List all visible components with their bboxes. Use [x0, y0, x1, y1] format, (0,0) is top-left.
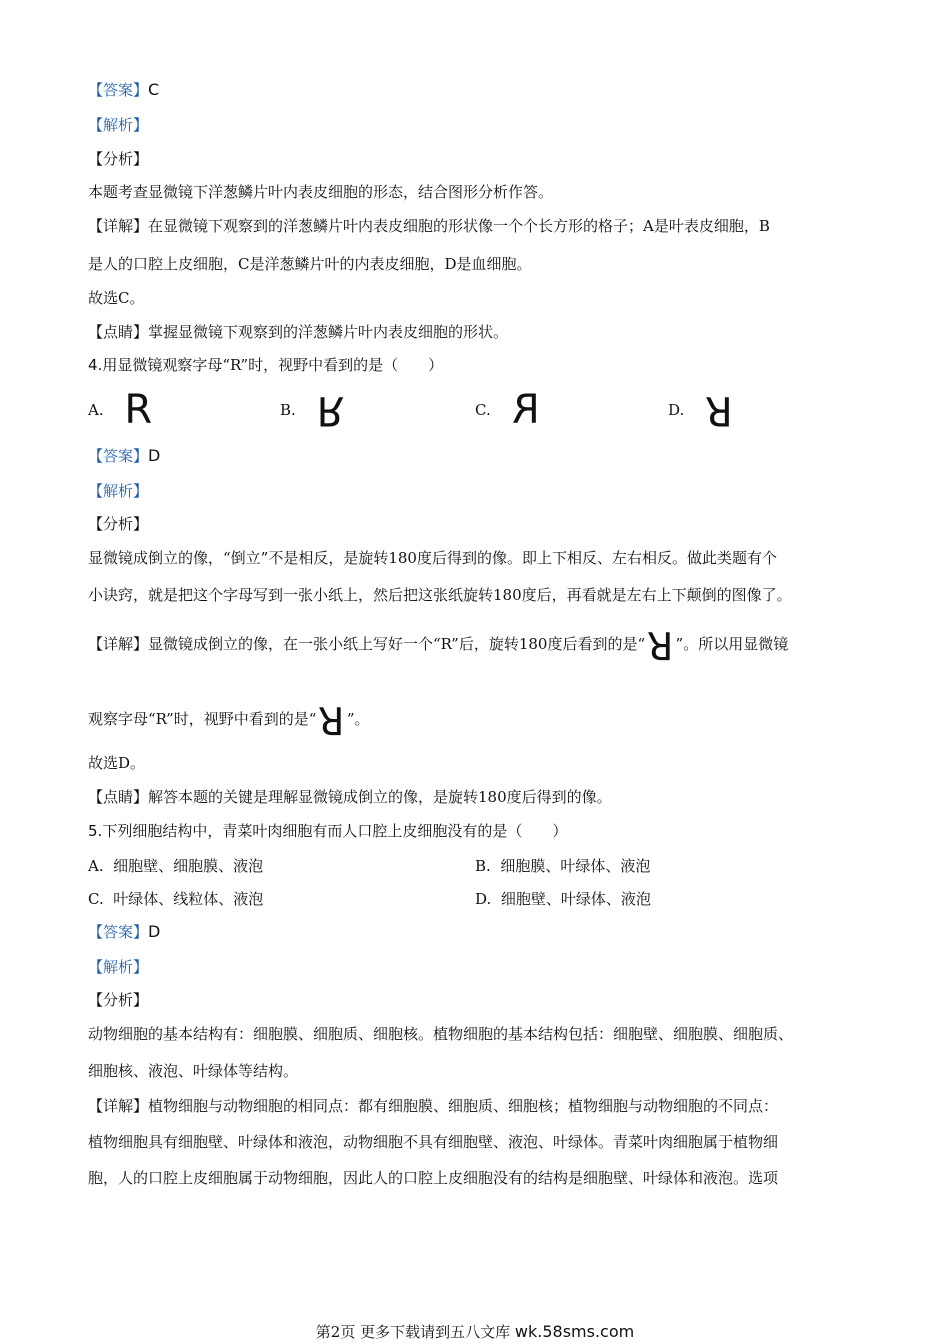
q3-analysis-tag — [88, 115, 148, 135]
detail-text: 在显微镜下观察到的洋葱鳞片叶内表皮细胞的形状像一个个长方形的格子；A是叶表皮细胞，B — [148, 217, 770, 235]
detail-tag: 【详解】 — [88, 1097, 149, 1115]
detail-text-a: 观察字母“R”时，视野中看到的是“ — [88, 710, 317, 728]
q5-stem-line — [88, 821, 567, 841]
letter-r-rotated-180: R — [318, 698, 345, 742]
q4-answer-line — [88, 446, 160, 466]
option-label: D. — [668, 401, 685, 419]
option-text: 细胞壁、细胞膜、液泡 — [113, 857, 264, 875]
q5-option-b — [475, 856, 650, 876]
question-stem: 用显微镜观察字母“R”时，视野中看到的是（ ） — [102, 356, 444, 374]
q5-analysis-tag — [88, 957, 148, 977]
option-label: B. — [475, 857, 491, 875]
answer-tag: 【答案】 — [88, 447, 149, 465]
answer-tag: 【答案】 — [88, 81, 149, 99]
option-label: C. — [475, 401, 491, 419]
q4-option-a — [88, 387, 153, 433]
q4-stem-line — [88, 355, 443, 375]
q3-fenxi-text: 本题考查显微镜下洋葱鳞片叶内表皮细胞的形态，结合图形分析作答。 — [88, 183, 554, 201]
question-number: 5. — [88, 822, 103, 840]
q4-fenxi-tag: 【分析】 — [88, 515, 149, 533]
letter-r-upright: R — [124, 387, 153, 433]
option-label: A. — [88, 401, 104, 419]
q3-answer-line — [88, 80, 159, 100]
q5-option-a — [88, 856, 263, 876]
detail-text-b: ”。所以用显微镜 — [675, 635, 789, 653]
q5-detail-line1 — [88, 1096, 778, 1116]
option-label: C. — [88, 890, 104, 908]
q5-option-d — [475, 889, 651, 909]
detail-text-b: ”。 — [346, 710, 370, 728]
q4-fenxi-line2: 小诀窍，就是把这个字母写到一张小纸上，然后把这张纸旋转180度后，再看就是左右上下颠倒的图像了。 — [88, 586, 792, 604]
analysis-tag: 【解析】 — [88, 116, 149, 134]
q4-option-d — [668, 387, 733, 433]
question-number: 4. — [88, 356, 103, 374]
q5-answer-line — [88, 922, 160, 942]
q4-option-c — [475, 387, 540, 433]
option-label: B. — [280, 401, 296, 419]
q4-option-b — [280, 387, 345, 433]
detail-text-a: 显微镜成倒立的像，在一张小纸上写好一个“R”后，旋转180度后看到的是“ — [148, 635, 646, 653]
option-label: A. — [88, 857, 104, 875]
q5-fenxi-line1: 动物细胞的基本结构有：细胞膜、细胞质、细胞核。植物细胞的基本结构包括：细胞壁、细胞膜、细胞质、 — [88, 1025, 794, 1043]
q4-detail-line1 — [88, 623, 789, 667]
letter-r-rotated-180: R — [647, 623, 674, 667]
detail-tag: 【详解】 — [88, 635, 149, 653]
page-footer — [0, 1322, 950, 1342]
option-text: 细胞壁、叶绿体、液泡 — [500, 890, 651, 908]
q4-fenxi-line1: 显微镜成倒立的像，“倒立”不是相反，是旋转180度后得到的像。即上下相反、左右相反。做此类题有个 — [88, 549, 777, 567]
analysis-tag: 【解析】 — [88, 958, 149, 976]
letter-r-rotated-180: R — [705, 387, 733, 433]
detail-text: 植物细胞与动物细胞的相同点：都有细胞膜、细胞质、细胞核；植物细胞与动物细胞的不同点： — [148, 1097, 779, 1115]
q5-fenxi-line2: 细胞核、液泡、叶绿体等结构。 — [88, 1062, 299, 1080]
q5-option-c — [88, 889, 263, 909]
question-stem: 下列细胞结构中，青菜叶肉细胞有而人口腔上皮细胞没有的是（ ） — [102, 822, 568, 840]
answer-value: D — [148, 446, 161, 465]
footer-site-link[interactable]: wk.58sms.com — [514, 1322, 635, 1341]
q3-detail-line1 — [88, 216, 770, 236]
answer-value: D — [148, 922, 161, 941]
letter-r-upside-down: R — [316, 387, 345, 433]
point-text: 解答本题的关键是理解显微镜成倒立的像，是旋转180度后得到的像。 — [148, 788, 612, 806]
option-label: D. — [475, 890, 492, 908]
q5-detail-line3: 胞，人的口腔上皮细胞属于动物细胞，因此人的口腔上皮细胞没有的结构是细胞壁、叶绿体和液泡。选项 — [88, 1169, 779, 1187]
letter-r-mirrored: R — [511, 387, 540, 433]
point-tag: 【点睛】 — [88, 788, 149, 806]
q4-point-line — [88, 787, 612, 807]
option-text: 细胞膜、叶绿体、液泡 — [500, 857, 651, 875]
q5-detail-line2: 植物细胞具有细胞壁、叶绿体和液泡，动物细胞不具有细胞壁、液泡、叶绿体。青菜叶肉细胞属于植物细 — [88, 1133, 779, 1151]
q4-analysis-tag — [88, 481, 148, 501]
q5-fenxi-tag: 【分析】 — [88, 991, 149, 1009]
analysis-tag: 【解析】 — [88, 482, 149, 500]
q4-detail-line2 — [88, 698, 370, 742]
answer-tag: 【答案】 — [88, 923, 149, 941]
q3-fenxi-tag: 【分析】 — [88, 150, 149, 168]
answer-value: C — [148, 80, 160, 99]
q3-point-line — [88, 322, 508, 342]
point-tag: 【点睛】 — [88, 323, 149, 341]
q3-conclusion: 故选C。 — [88, 289, 145, 307]
point-text: 掌握显微镜下观察到的洋葱鳞片叶内表皮细胞的形状。 — [148, 323, 509, 341]
q4-conclusion: 故选D。 — [88, 754, 146, 772]
detail-tag: 【详解】 — [88, 217, 149, 235]
q3-detail-line2: 是人的口腔上皮细胞，C是洋葱鳞片叶的内表皮细胞，D是血细胞。 — [88, 255, 532, 273]
footer-page-text: 第2页 更多下载请到五八文库 — [315, 1323, 511, 1341]
option-text: 叶绿体、线粒体、液泡 — [113, 890, 264, 908]
